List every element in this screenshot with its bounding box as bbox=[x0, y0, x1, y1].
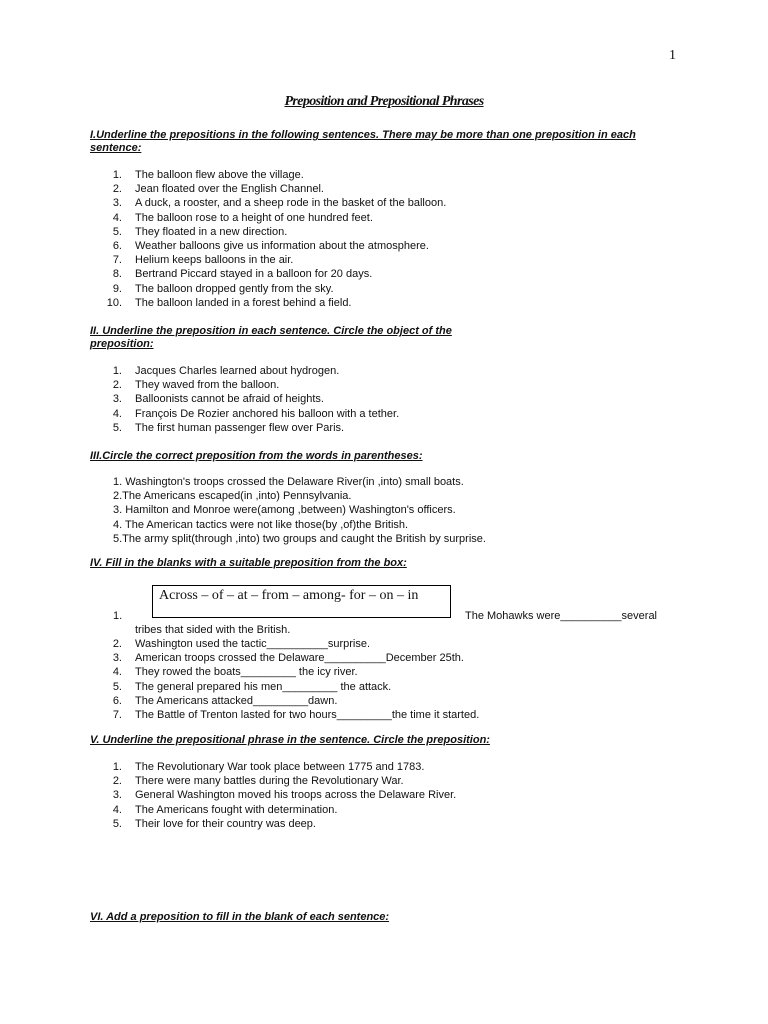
item-text: François De Rozier anchored his balloon with a tether. bbox=[135, 407, 400, 420]
item-number: 3. bbox=[112, 789, 122, 802]
item-text: Washington used the tactic__________surprise. bbox=[135, 638, 371, 650]
section-4-item-1-continuation: tribes that sided with the British. bbox=[135, 624, 291, 636]
item-number: 8. bbox=[112, 268, 122, 281]
item-number: 5. bbox=[112, 225, 122, 238]
item-number: 1. bbox=[112, 365, 122, 377]
section-1-heading bbox=[90, 129, 670, 155]
item-text: They floated in a new direction. bbox=[135, 225, 288, 238]
item-text: American troops crossed the Delaware__________December 25th. bbox=[135, 652, 464, 665]
item-text: Their love for their country was deep. bbox=[135, 817, 316, 830]
item-number: 4. bbox=[112, 407, 122, 420]
item-text: The general prepared his men_________ the attack. bbox=[135, 680, 392, 693]
item-text: 1. Washington's troops crossed the Delaware River(in ,into) small boats. bbox=[113, 476, 464, 488]
item-text: Helium keeps balloons in the air. bbox=[135, 254, 294, 267]
item-text: They rowed the boats_________ the icy river. bbox=[135, 666, 358, 679]
item-number: 7. bbox=[112, 708, 122, 721]
item-number: 1. bbox=[112, 761, 122, 773]
item-text: The Americans attacked_________dawn. bbox=[135, 694, 338, 707]
item-number: 4. bbox=[112, 803, 122, 816]
section-4-heading: IV. Fill in the blanks with a suitable preposition from the box: bbox=[90, 557, 407, 569]
item-text: A duck, a rooster, and a sheep rode in the basket of the balloon. bbox=[135, 197, 447, 210]
item-text: The first human passenger flew over Paris. bbox=[135, 421, 345, 434]
section-1-heading-line1: I.Underline the prepositions in the following sentences. There may be more than one preposition in each bbox=[90, 129, 636, 141]
item-number: 9. bbox=[112, 282, 122, 295]
item-number: 4. bbox=[112, 211, 122, 224]
item-text: The Revolutionary War took place between 1775 and 1783. bbox=[135, 761, 425, 773]
item-text: The Battle of Trenton lasted for two hours_________the time it started. bbox=[135, 708, 480, 721]
section-2-heading-line1: II. Underline the preposition in each sentence. Circle the object of the bbox=[90, 325, 452, 337]
item-number: 1. bbox=[112, 169, 122, 181]
section-1-heading-line2: sentence: bbox=[90, 142, 142, 154]
section-2-heading-line2: preposition: bbox=[90, 338, 154, 350]
item-text: 5.The army split(through ,into) two groups and caught the British by surprise. bbox=[113, 532, 486, 545]
item-number: 6. bbox=[112, 694, 122, 707]
section-6-heading: VI. Add a preposition to fill in the blank of each sentence: bbox=[90, 911, 390, 923]
item-number: 5. bbox=[112, 421, 122, 434]
item-number: 4. bbox=[112, 666, 122, 679]
item-number: 10. bbox=[106, 296, 122, 309]
item-text: Jacques Charles learned about hydrogen. bbox=[135, 365, 340, 377]
preposition-word-box: Across – of – at – from – among- for – on – in bbox=[152, 585, 451, 618]
section-2-heading bbox=[90, 325, 670, 351]
item-text: The Americans fought with determination. bbox=[135, 803, 338, 816]
item-number: 5. bbox=[112, 817, 122, 830]
item-number: 7. bbox=[112, 254, 122, 267]
item-number: 2. bbox=[112, 638, 122, 650]
item-text: Jean floated over the English Channel. bbox=[135, 183, 324, 196]
item-text: They waved from the balloon. bbox=[135, 379, 280, 392]
item-number: 3. bbox=[112, 652, 122, 665]
item-number: 2. bbox=[112, 379, 122, 392]
section-5-heading: V. Underline the prepositional phrase in the sentence. Circle the preposition: bbox=[90, 734, 490, 746]
item-text: Balloonists cannot be afraid of heights. bbox=[135, 393, 324, 406]
item-text: 4. The American tactics were not like those(by ,of)the British. bbox=[113, 518, 409, 531]
item-text: General Washington moved his troops across the Delaware River. bbox=[135, 789, 457, 802]
item-text: The balloon dropped gently from the sky. bbox=[135, 282, 334, 295]
item-text: The balloon flew above the village. bbox=[135, 169, 304, 181]
section-4-item-1-text: The Mohawks were__________several bbox=[465, 610, 658, 622]
item-number: 6. bbox=[112, 239, 122, 252]
section-3-heading: III.Circle the correct preposition from the words in parentheses: bbox=[90, 450, 423, 462]
item-text: The balloon landed in a forest behind a field. bbox=[135, 296, 352, 309]
item-number: 2. bbox=[112, 183, 122, 196]
item-text: There were many battles during the Revolutionary War. bbox=[135, 775, 404, 788]
page-number: 1 bbox=[669, 48, 676, 63]
section-4-item-1-number: 1. bbox=[113, 610, 123, 622]
item-text: Bertrand Piccard stayed in a balloon for 20 days. bbox=[135, 268, 373, 281]
item-number: 2. bbox=[112, 775, 122, 788]
item-number: 3. bbox=[112, 393, 122, 406]
item-text: 3. Hamilton and Monroe were(among ,between) Washington's officers. bbox=[113, 504, 456, 517]
item-number: 3. bbox=[112, 197, 122, 210]
item-text: The balloon rose to a height of one hundred feet. bbox=[135, 211, 373, 224]
item-text: 2.The Americans escaped(in ,into) Pennsylvania. bbox=[113, 490, 352, 503]
item-number: 5. bbox=[112, 680, 122, 693]
page-title: Preposition and Prepositional Phrases bbox=[284, 94, 484, 109]
item-text: Weather balloons give us information about the atmosphere. bbox=[135, 239, 429, 252]
